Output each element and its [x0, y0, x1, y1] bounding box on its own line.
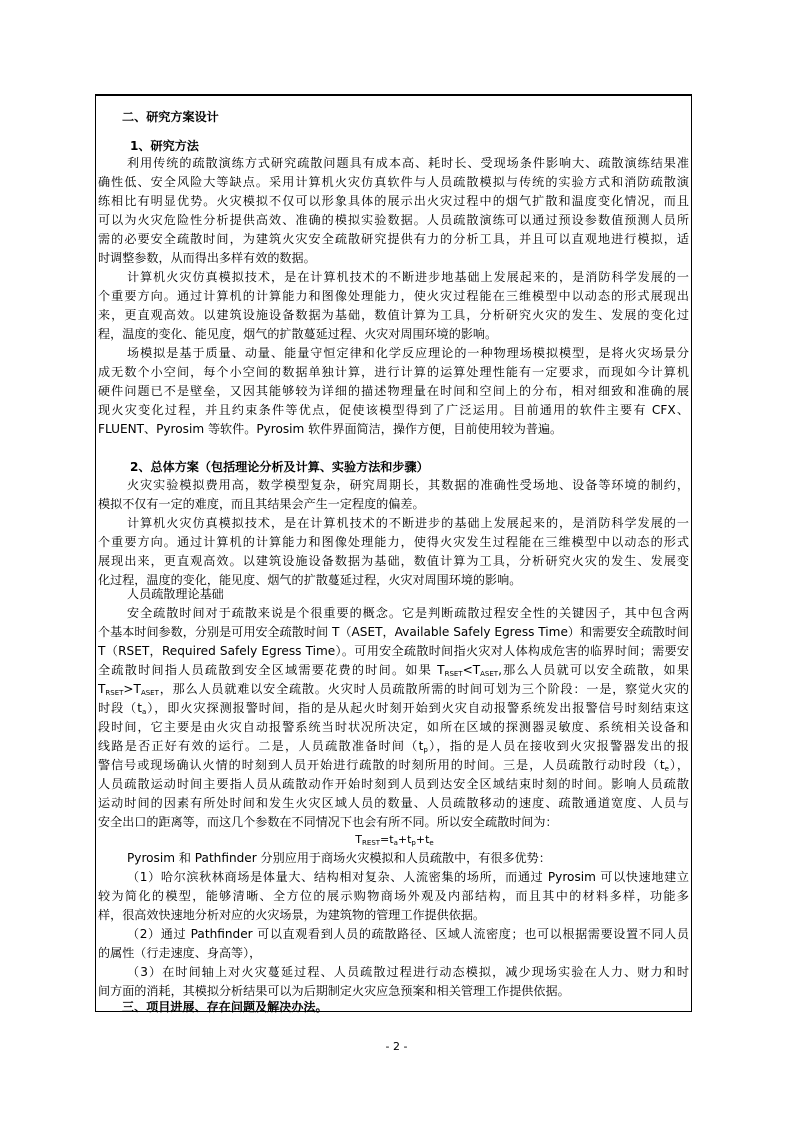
- p7-line: Pyrosim 和 Pathfinder 分别应用于商场火灾模拟和人员疏散中，有很多优势：: [127, 851, 551, 865]
- subsection-heading-plan: 2、总体方案（包括理论分析及计算、实验方法和步骤）: [130, 460, 429, 474]
- p1-line: 利用传统的疏散演练方式研究疏散问题具有成本高、耗时长、受现场条件影响大、疏散演练结果准: [127, 156, 689, 170]
- p6-line: 时段$(t_a)$，即火灾探测报警时间，指的是从起火时刻开始到火灾自动报警系统发出报警信号时刻结束这: [98, 701, 690, 716]
- p2-line: 来，更直观高效。以建筑设施设备数据为基础，数值计算为工具，分析研究火灾的发生、发展的变化过: [98, 308, 689, 322]
- p3-line: 硬件问题已不是壁垒，又因其能够较为详细的描述物理量在时间和空间上的分布，相对细致和准确的展: [98, 384, 689, 398]
- p6-line: 安全疏散时间对于疏散来说是个很重要的概念。它是判断疏散过程安全性的关键因子，其中包含两: [127, 606, 689, 620]
- p3-line: 成无数个小空间，每个小空间的数据单独计算，进行计算的运算处理性能有一定要求，而现如今计算机: [98, 365, 689, 379]
- subsection-heading-method: 1、研究方法: [130, 139, 199, 153]
- section-heading-3: 三、项目进展、存在问题及解决办法。: [122, 1000, 328, 1014]
- p3-line: 现火灾变化过程，并且约束条件等优点，促使该模型得到了广泛运用。目前通用的软件主要有 CFX、: [98, 403, 689, 417]
- list-item-1-line: （1）哈尔滨秋林商场是体量大、结构相对复杂、人流密集的场所，而通过 Pyrosim 可以快速地建立: [127, 870, 689, 884]
- p1-line: 需的必要安全疏散时间，为建筑火灾安全疏散研究提供有力的分析工具，并且可以直观地进行模拟，适: [98, 232, 689, 246]
- p1-line: 可以为火灾危险性分析提供高效、准确的模拟实验数据。人员疏散演练可以通过预设参数值预测人员所: [98, 213, 689, 227]
- list-item-1-line: 较为简化的模型，能够清晰、全方位的展示购物商场外观及内部结构，而且其中的材料多样，功能多: [98, 889, 689, 903]
- p1-line: 确性低、安全风险大等缺点。采用计算机火灾仿真软件与人员疏散模拟与传统的实验方式和消防疏散演: [98, 175, 689, 189]
- p4-line: 火灾实验模拟费用高，数学模型复杂，研究周期长，其数据的准确性受场地、设备等环境的制约，: [127, 478, 689, 492]
- list-item-3-line: （3）在时间轴上对火灾蔓延过程、人员疏散过程进行动态模拟，减少现场实验在人力、财力和时: [127, 965, 689, 979]
- p6-line: 全疏散时间指人员疏散到安全区域需要花费的时间。如果 $T_{RSET}<T_{ASET}$,那么人员就可以安全疏散，如果: [98, 663, 689, 678]
- p6-line: 警信号或现场确认火情的时刻到人员开始进行疏散的时刻所用的时间。三是，人员疏散行动时段$(t_e)$，: [98, 758, 690, 773]
- p2-line: 计算机火灾仿真模拟技术，是在计算机技术的不断进步地基础上发展起来的，是消防科学发展的一: [127, 270, 689, 284]
- list-item-3-line: 间方面的消耗，其模拟分析结果可以为后期制定火灾应急预案和相关管理工作提供依据。: [98, 984, 570, 998]
- list-item-1-line: 样，很高效快速地分析对应的火灾场景，为建筑物的管理工作提供依据。: [98, 908, 486, 922]
- p3-line: 场模拟是基于质量、动量、能量守恒定律和化学反应理论的一种物理场模拟模型，是将火灾场景分: [127, 346, 689, 360]
- section-heading-2: 二、研究方案设计: [122, 110, 219, 124]
- p6-line: $T_{RSET}>T_{ASET}$，那么人员就难以安全疏散。火灾时人员疏散所需的时间可划为三个阶段：一是，察觉火灾的: [98, 682, 689, 697]
- p2-line: 个重要方向。通过计算机的计算能力和图像处理能力，使火灾过程能在三维模型中以动态的形式展现出: [98, 289, 689, 303]
- theory-subheading: 人员疏散理论基础: [127, 587, 224, 601]
- list-item-2-line: 的属性（行走速度、身高等），: [98, 946, 262, 960]
- list-item-2-line: （2）通过 Pathfinder 可以直观看到人员的疏散路径、区域人流密度；也可以根据需要设置不同人员: [127, 927, 689, 941]
- p2-line: 程，温度的变化、能见度，烟气的扩散蔓延过程、火灾对周围环境的影响。: [98, 327, 498, 341]
- p6-line: 段时间，它主要是由火灾自动报警系统当时状况所决定，如所在区域的探测器灵敏度、系统相关设备和: [98, 720, 689, 734]
- content-frame: [95, 94, 692, 1012]
- p6-line: 安全出口的距离等，而这几个参数在不同情况下也会有所不同。所以安全疏散时间为：: [98, 815, 558, 829]
- p6-line: 线路是否正好有效的运行。二是，人员疏散准备时间$(t_p)$，指的是人员在接收到火灾报警器发出的报: [98, 739, 689, 754]
- page-number: - 2 -: [385, 1040, 408, 1053]
- p5-line: 展现出来，更直观高效。以建筑设施设备数据为基础，数值计算为工具，分析研究火灾的发生、发展变: [98, 554, 689, 568]
- p1-line: 时调整参数，从而得出多样有效的数据。: [98, 251, 316, 265]
- p3-line: FLUENT、Pyrosim 等软件。Pyrosim 软件界面简洁，操作方便，目前使用较为普遍。: [98, 422, 563, 436]
- p5-line: 化过程，温度的变化，能见度、烟气的扩散蔓延过程，火灾对周围环境的影响。: [98, 573, 522, 587]
- p6-line: T（RSET，Required Safely Egress Time）。可用安全疏散时间指火灾对人体构成危害的临界时间；需要安: [98, 644, 689, 658]
- formula: $T_{REST}=t_a+t_p+t_e$: [355, 833, 434, 847]
- p6-line: 个基本时间参数，分别是可用安全疏散时间 T（ASET，Available Safely Egress Time）和需要安全疏散时间: [98, 625, 689, 639]
- p6-line: 运动时间的因素有所处时间和发生火灾区域人员的数量、人员疏散移动的速度、疏散通道宽度、人员与: [98, 796, 689, 810]
- p1-line: 练相比有明显优势。火灾模拟不仅可以形象具体的展示出火灾过程中的烟气扩散和温度变化情况，而且: [98, 194, 689, 208]
- p5-line: 计算机火灾仿真模拟技术，是在计算机技术的不断进步的基础上发展起来的，是消防科学发展的一: [127, 516, 689, 530]
- p5-line: 个重要方向。通过计算机的计算能力和图像处理能力，使得火灾发生过程能在三维模型中以动态的形式: [98, 535, 689, 549]
- p6-line: 人员疏散运动时间主要指人员从疏散动作开始时刻到人员到达安全区域结束时刻的时间。影响人员疏散: [98, 777, 689, 791]
- p4-line: 模拟不仅有一定的难度，而且其结果会产生一定程度的偏差。: [98, 497, 425, 511]
